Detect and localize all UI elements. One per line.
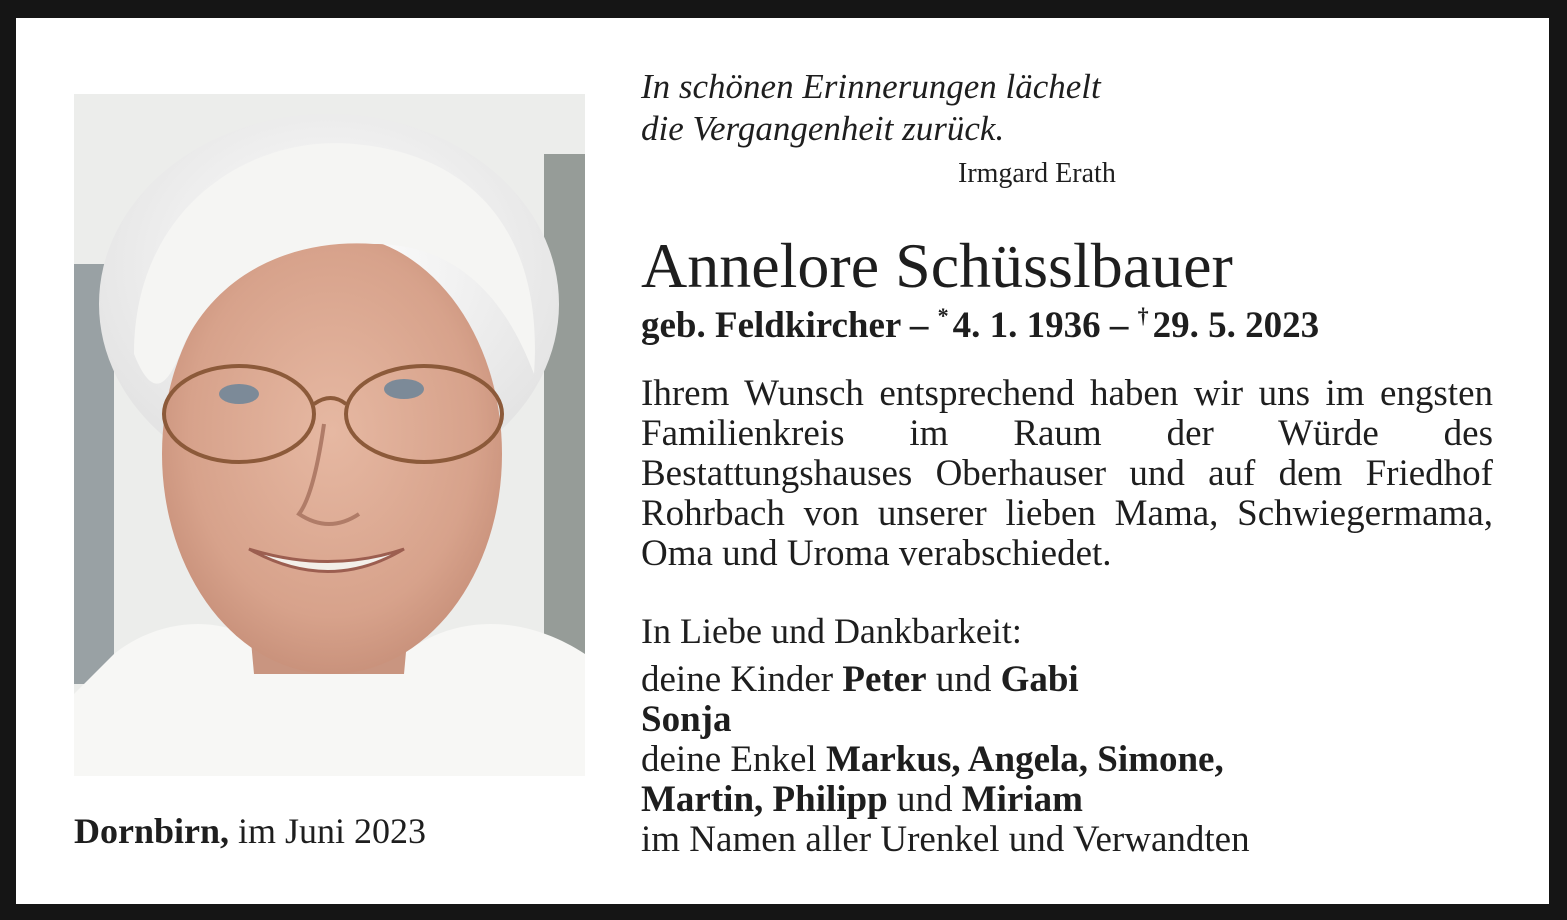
child-name: Peter (842, 659, 927, 700)
deceased-name: Annelore Schüsslbauer (641, 230, 1233, 301)
dash-separator: – (1100, 305, 1138, 346)
and-word: und (887, 779, 962, 820)
child-name: Sonja (641, 699, 732, 740)
grandchildren-line-2 (641, 780, 1250, 820)
death-symbol: † (1137, 303, 1149, 328)
birth-symbol: * (937, 303, 949, 328)
life-dates (641, 303, 1319, 347)
death-date: 29. 5. 2023 (1152, 305, 1320, 346)
quote-author: Irmgard Erath (958, 158, 1116, 189)
grandchild-name: Miriam (961, 779, 1083, 820)
grandchildren-prefix: deine Enkel (641, 739, 826, 780)
place-and-date (74, 810, 426, 852)
birth-date: 4. 1. 1936 (952, 305, 1101, 346)
dash-separator: – (900, 305, 938, 346)
and-word: und (926, 659, 1001, 700)
place-city: Dornbirn, (74, 811, 230, 851)
memorial-quote (641, 66, 1101, 150)
grandchildren-names: Markus, Angela, Simone, (825, 739, 1224, 780)
closing-line: In Liebe und Dankbarkeit: (641, 611, 1022, 651)
children-line-2 (641, 700, 1250, 740)
quote-line-1: In schönen Erinnerungen lächelt (641, 67, 1101, 106)
child-name: Gabi (1000, 659, 1079, 700)
portrait-photo (74, 94, 585, 776)
place-date: im Juni 2023 (229, 811, 427, 851)
grandchildren-line (641, 740, 1250, 780)
children-line (641, 660, 1250, 700)
quote-line-2: die Vergangenheit zurück. (641, 109, 1005, 148)
farewell-message: Ihrem Wunsch entsprechend haben wir uns im engsten Familienkreis im Raum der Würde des Bestattungshauses Oberhauser und auf dem Friedhof Rohrbach von unserer lieben Mama, Schwiegermama, Oma und Uroma verabschiedet. (641, 373, 1493, 574)
children-prefix: deine Kinder (641, 659, 843, 700)
grandchildren-names: Martin, Philipp (641, 779, 888, 820)
birth-name: geb. Feldkircher (641, 305, 901, 346)
relatives-line: im Namen aller Urenkel und Verwandten (641, 819, 1250, 860)
family-list (641, 660, 1250, 860)
